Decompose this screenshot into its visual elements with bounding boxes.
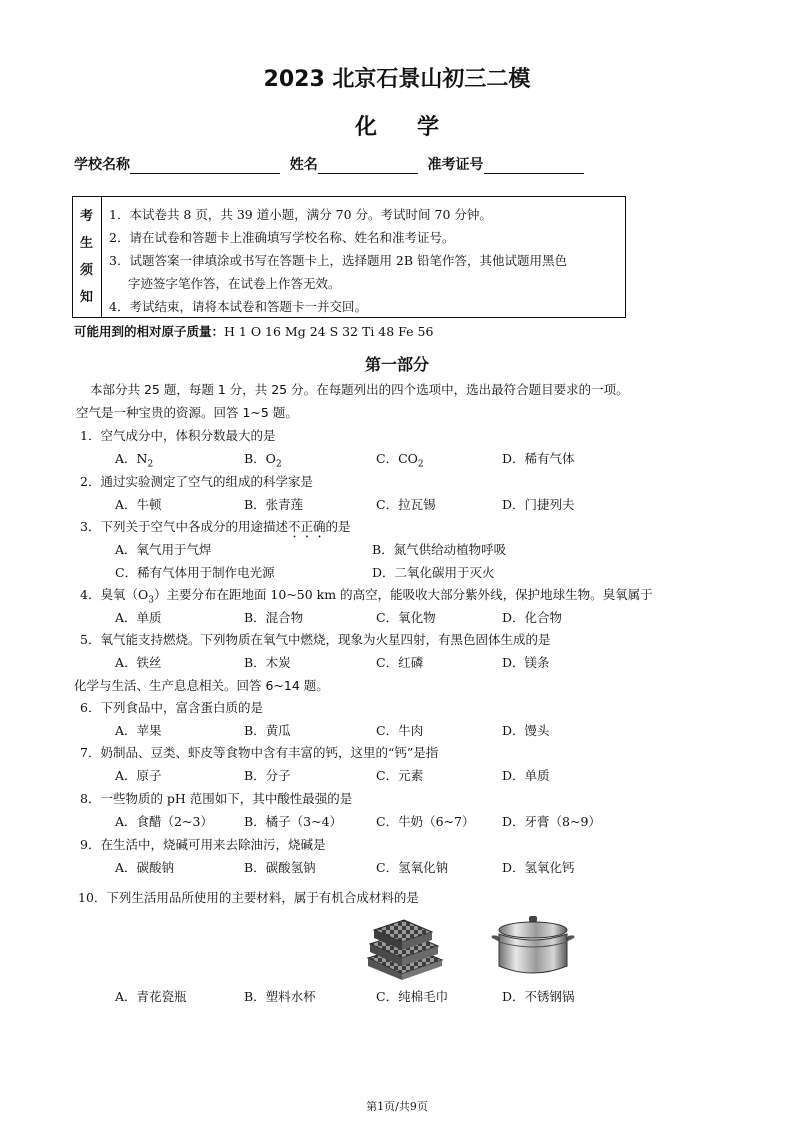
option-b[interactable]: B．分子 <box>244 768 291 783</box>
option-d[interactable]: D．镁条 <box>502 655 550 670</box>
option-d[interactable]: D．氢氧化钙 <box>502 860 575 875</box>
steel-pot-image <box>490 914 576 982</box>
option-c[interactable]: C．氢氧化钠 <box>376 860 449 875</box>
question-stem: 4．臭氧$(O_3)$主要分布在距地面 10~50 km 的高空，能吸收大部分紫外线，保护地球生物。臭氧属于 <box>80 587 653 606</box>
option-a[interactable]: A．食醋（2~3） <box>115 814 213 829</box>
option-d[interactable]: D．单质 <box>502 768 550 783</box>
option-b[interactable]: B．$O_2$ <box>244 451 282 470</box>
atomic-mass-label: 可能用到的相对原子质量： <box>74 324 225 339</box>
question-stem: 9．在生活中，烧碱可用来去除油污，烧碱是 <box>80 837 326 852</box>
question-stem: 5．氧气能支持燃烧。下列物质在氧气中燃烧，现象为火星四射，有黑色固体生成的是 <box>80 632 551 647</box>
option-b[interactable]: B．黄瓜 <box>244 723 291 738</box>
option-d[interactable]: D．稀有气体 <box>502 451 575 466</box>
option-b[interactable]: B．混合物 <box>244 610 304 625</box>
notice-side-char: 生 <box>80 236 94 251</box>
exam-id-label: 准考证号 <box>427 157 484 173</box>
option-c[interactable]: C．稀有气体用于制作电光源 <box>115 565 275 580</box>
option-b[interactable]: B．氮气供给动植物呼吸 <box>372 542 507 557</box>
option-c[interactable]: C．氧化物 <box>376 610 436 625</box>
option-b[interactable]: B．碳酸氢钠 <box>244 860 316 875</box>
notice-rule: 字迹签字笔作答，在试卷上作答无效。 <box>128 276 341 291</box>
option-b[interactable]: B．张青莲 <box>244 497 304 512</box>
option-d[interactable]: D．不锈钢锅 <box>502 989 575 1004</box>
part-intro: 本部分共 25 题，每题 1 分，共 25 分。在每题列出的四个选项中，选出最符合题目要求的一项。 <box>90 382 629 397</box>
question-stem: 1．空气成分中，体积分数最大的是 <box>80 428 276 443</box>
question-group-header: 化学与生活、生产息息相关。回答 6~14 题。 <box>74 678 329 693</box>
student-info-line <box>74 154 584 174</box>
notice-side-char: 须 <box>80 263 94 278</box>
option-d[interactable]: D．馒头 <box>502 723 550 738</box>
option-c[interactable]: C．拉瓦锡 <box>376 497 436 512</box>
option-d[interactable]: D．牙膏（8~9） <box>502 814 601 829</box>
atomic-mass-line <box>74 322 433 340</box>
option-a[interactable]: A．原子 <box>115 768 162 783</box>
page-title: 2023 北京石景山初三二模 <box>263 67 531 92</box>
option-c[interactable]: C．纯棉毛巾 <box>376 989 449 1004</box>
option-b[interactable]: B．橘子（3~4） <box>244 814 343 829</box>
towel-stack-image <box>362 918 446 980</box>
part-title: 第一部分 <box>364 355 429 374</box>
notice-side-char: 知 <box>80 290 94 305</box>
option-a[interactable]: A．$N_2$ <box>115 451 154 470</box>
exam-notice-box <box>72 196 626 318</box>
notice-rule: 2．请在试卷和答题卡上准确填写学校名称、姓名和准考证号。 <box>109 230 455 245</box>
option-b[interactable]: B．塑料水杯 <box>244 989 316 1004</box>
option-d[interactable]: D．化合物 <box>502 610 563 625</box>
exam-id-field[interactable] <box>484 159 584 174</box>
question-stem: 7．奶制品、豆类、虾皮等食物中含有丰富的钙，这里的“钙”是指 <box>80 745 439 760</box>
option-c[interactable]: C．$CO_2$ <box>376 451 424 470</box>
question-group-header: 空气是一种宝贵的资源。回答 1~5 题。 <box>76 405 298 420</box>
question-stem: 10．下列生活用品所使用的主要材料，属于有机合成材料的是 <box>78 890 419 905</box>
subject-title: 化学 <box>354 115 479 140</box>
school-label: 学校名称 <box>74 157 130 173</box>
option-a[interactable]: A．苹果 <box>115 723 162 738</box>
option-a[interactable]: A．牛顿 <box>115 497 162 512</box>
option-c[interactable]: C．牛奶（6~7） <box>376 814 475 829</box>
notice-side-char: 考 <box>80 209 94 224</box>
option-d[interactable]: D．门捷列夫 <box>502 497 575 512</box>
question-stem: 8．一些物质的 pH 范围如下，其中酸性最强的是 <box>80 791 353 806</box>
school-field[interactable] <box>130 159 280 174</box>
option-d[interactable]: D．二氧化碳用于灭火 <box>372 565 495 580</box>
notice-rule: 4．考试结束，请将本试卷和答题卡一并交回。 <box>109 299 367 314</box>
page-number: 第1页/共9页 <box>366 1100 428 1113</box>
notice-side-label <box>73 197 102 317</box>
atomic-mass-values: H 1 O 16 Mg 24 S 32 Ti 48 Fe 56 <box>224 324 434 339</box>
name-label: 姓名 <box>289 157 318 173</box>
notice-rule: 3．试题答案一律填涂或书写在答题卡上，选择题用 2B 铅笔作答，其他试题用黑色 <box>109 253 568 268</box>
option-c[interactable]: C．红磷 <box>376 655 424 670</box>
name-field[interactable] <box>318 159 418 174</box>
option-c[interactable]: C．元素 <box>376 768 424 783</box>
notice-rule: 1．本试卷共 8 页，共 39 道小题，满分 70 分。考试时间 70 分钟。 <box>109 207 492 222</box>
question-stem: 6．下列食品中，富含蛋白质的是 <box>80 700 263 715</box>
option-c[interactable]: C．牛肉 <box>376 723 424 738</box>
option-b[interactable]: B．木炭 <box>244 655 291 670</box>
question-stem: 3．下列关于空气中各成分的用途描述不正确的是 <box>80 519 351 534</box>
option-a[interactable]: A．单质 <box>115 610 162 625</box>
option-a[interactable]: A．青花瓷瓶 <box>115 989 187 1004</box>
option-a[interactable]: A．氧气用于气焊 <box>115 542 212 557</box>
option-a[interactable]: A．铁丝 <box>115 655 162 670</box>
option-a[interactable]: A．碳酸钠 <box>115 860 175 875</box>
question-stem: 2．通过实验测定了空气的组成的科学家是 <box>80 474 313 489</box>
